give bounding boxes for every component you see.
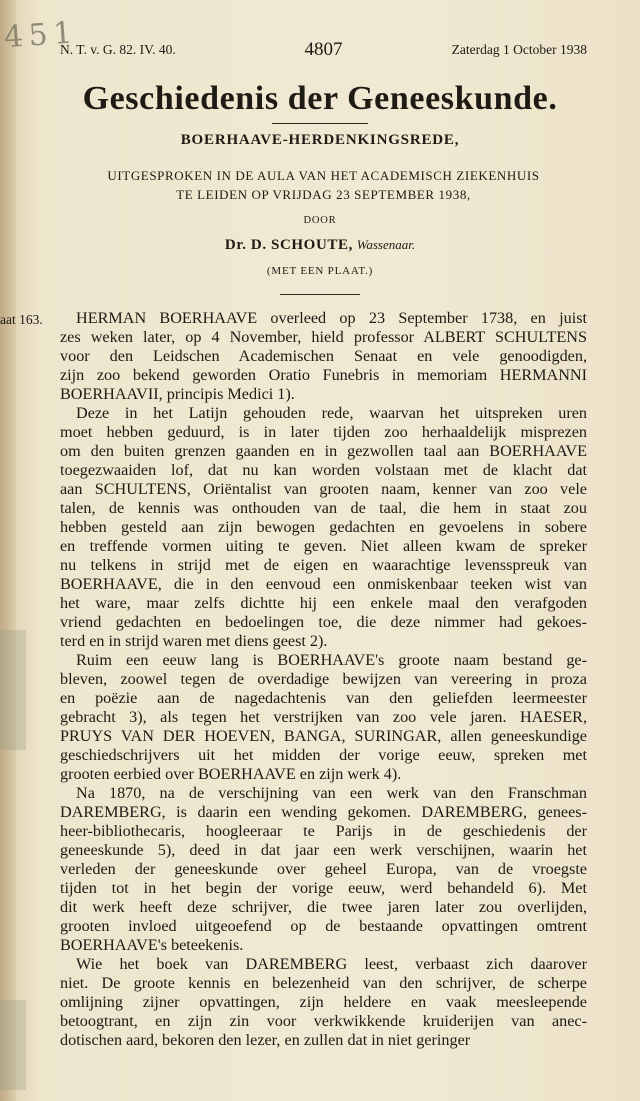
body-line: dit werk heeft deze schrijver, die twee jaren later zou overlijden, <box>60 898 587 916</box>
body-line: vriend gedachten en bedoelingen toe, die deze nimmer had gekoes- <box>60 613 587 631</box>
body-line: verleden der geneeskunde over geheel Europa, van de vroegste <box>60 860 587 878</box>
author-line <box>0 237 640 254</box>
body-line: grooten invloed uitgeoefend op de bestaande opvattingen omtrent <box>60 917 587 935</box>
body-line: het ware, maar zelfs dichtte hij een enkele maal den verafgoden <box>60 594 587 612</box>
body-line: Wie het boek van DAREMBERG leest, verbaast zich daarover <box>76 955 587 973</box>
page-binding-edge <box>0 0 16 1101</box>
body-line: toegezwaaiden lof, dat nu kan worden volstaan met de klacht dat <box>60 461 587 479</box>
body-line: en poëzie aan de nagedachtenis van den geliefden leermeester <box>60 689 587 707</box>
plate-note: (MET EEN PLAAT.) <box>266 265 374 277</box>
section-title: Geschiedenis der Geneeskunde. <box>82 80 558 117</box>
occasion-block <box>60 166 587 204</box>
body-line: zes weken later, op 4 November, hield professor ALBERT SCHULTENS <box>60 328 587 346</box>
body-line: Ruim een eeuw lang is BOERHAAVE's groote naam bestand ge- <box>76 651 587 669</box>
body-divider <box>280 294 360 295</box>
page-number: 4807 <box>304 39 343 60</box>
author-name: Dr. D. SCHOUTE, <box>224 237 353 253</box>
body-line: nu telkens in strijd met de eigen en waarachtige levensspreuk van <box>60 556 587 574</box>
body-line: grooten eerbied over BOERHAAVE en zijn werk 4). <box>60 765 402 783</box>
margin-note: aat 163. <box>0 312 43 327</box>
body-line: BOERHAAVII, principis Medici 1). <box>60 385 295 403</box>
page-stain <box>0 1000 26 1090</box>
body-line: geneeskunde 5), deed in dat jaar een werk verschijnen, waarin het <box>60 841 587 859</box>
body-line: niet. De groote kennis en belezenheid van den schrijver, de scherpe <box>60 974 587 992</box>
author-place: Wassenaar. <box>356 237 416 252</box>
body-line: betoogtrant, en zijn zin voor verkwikkende kruiderijen van anec- <box>60 1012 587 1030</box>
body-line: BOERHAAVE's beteekenis. <box>60 936 244 954</box>
body-line: heer-bibliothecaris, hoogleeraar te Parijs in de geschiedenis der <box>60 822 587 840</box>
body-line: BOERHAAVE, die in den eenvoud een onmiskenbaar teeken wist van <box>60 575 587 593</box>
page-stain <box>0 630 26 750</box>
byline-door: DOOR <box>303 215 337 226</box>
body-line: talen, de kennis was onthouden van de taal, die hem in staat zou <box>60 499 587 517</box>
occasion-line: TE LEIDEN OP VRIJDAG 23 SEPTEMBER 1938, <box>176 187 471 202</box>
body-line: HERMAN BOERHAAVE overleed op 23 September 1738, en juist <box>76 309 587 327</box>
handwritten-corner-mark: 4 5 1 <box>2 15 72 56</box>
body-line: tijden tot in het begin der vorige eeuw, werd behandeld 6). Met <box>60 879 587 897</box>
body-line: Na 1870, na de verschijning van een werk van den Franschman <box>76 784 587 802</box>
body-line: om den buiten grenzen gaanden en in gezwollen taal aan BOERHAAVE <box>60 442 587 460</box>
issue-date: Zaterdag 1 October 1938 <box>451 42 587 57</box>
body-line: gebracht 3), als tegen het verstrijken van zoo vele jaren. HAESER, <box>60 708 587 726</box>
body-line: aan SCHULTENS, Oriëntalist van grooten naam, kenner van zoo vele <box>60 480 587 498</box>
body-line: en treffende vormen uiting te geven. Niet alleen kwam de spreker <box>60 537 587 555</box>
body-line: hebben gesteld aan zijn bewogen gedachten en gevoelens in sobere <box>60 518 587 536</box>
body-line: geschiedschrijvers uit het midden der vorige eeuw, spreken met <box>60 746 587 764</box>
journal-reference: N. T. v. G. 82. IV. 40. <box>60 42 176 57</box>
body-line: moet hebben geduurd, is in later tijden zoo herhaaldelijk misprezen <box>60 423 587 441</box>
occasion-line: UITGESPROKEN IN DE AULA VAN HET ACADEMISCH ZIEKENHUIS <box>107 168 540 183</box>
title-divider <box>272 123 368 124</box>
body-line: DAREMBERG, is daarin een wending gekomen. DAREMBERG, genees- <box>60 803 587 821</box>
body-line: PRUYS VAN DER HOEVEN, BANGA, SURINGAR, allen geneeskundige <box>60 727 587 745</box>
body-line: terd en in strijd waren met diens geest 2). <box>60 632 328 650</box>
running-header <box>60 39 587 62</box>
article-body <box>60 309 587 1050</box>
body-line: voor den Leidschen Academischen Senaat en vele genoodigden, <box>60 347 587 365</box>
body-line: dotischen aard, bekoren den lezer, en zullen dat in niet geringer <box>60 1031 471 1049</box>
body-line: bleven, zoowel tegen de overdadige bewijzen van vereering in proza <box>60 670 587 688</box>
article-subtitle: BOERHAAVE-HERDENKINGSREDE, <box>180 132 460 148</box>
body-line: omlijning zijner opvattingen, zijn heldere en vaak meesleepende <box>60 993 587 1011</box>
body-line: zijn zoo bekend geworden Oratio Funebris in memoriam HERMANNI <box>60 366 587 384</box>
body-line: Deze in het Latijn gehouden rede, waarvan het uitspreken uren <box>76 404 587 422</box>
